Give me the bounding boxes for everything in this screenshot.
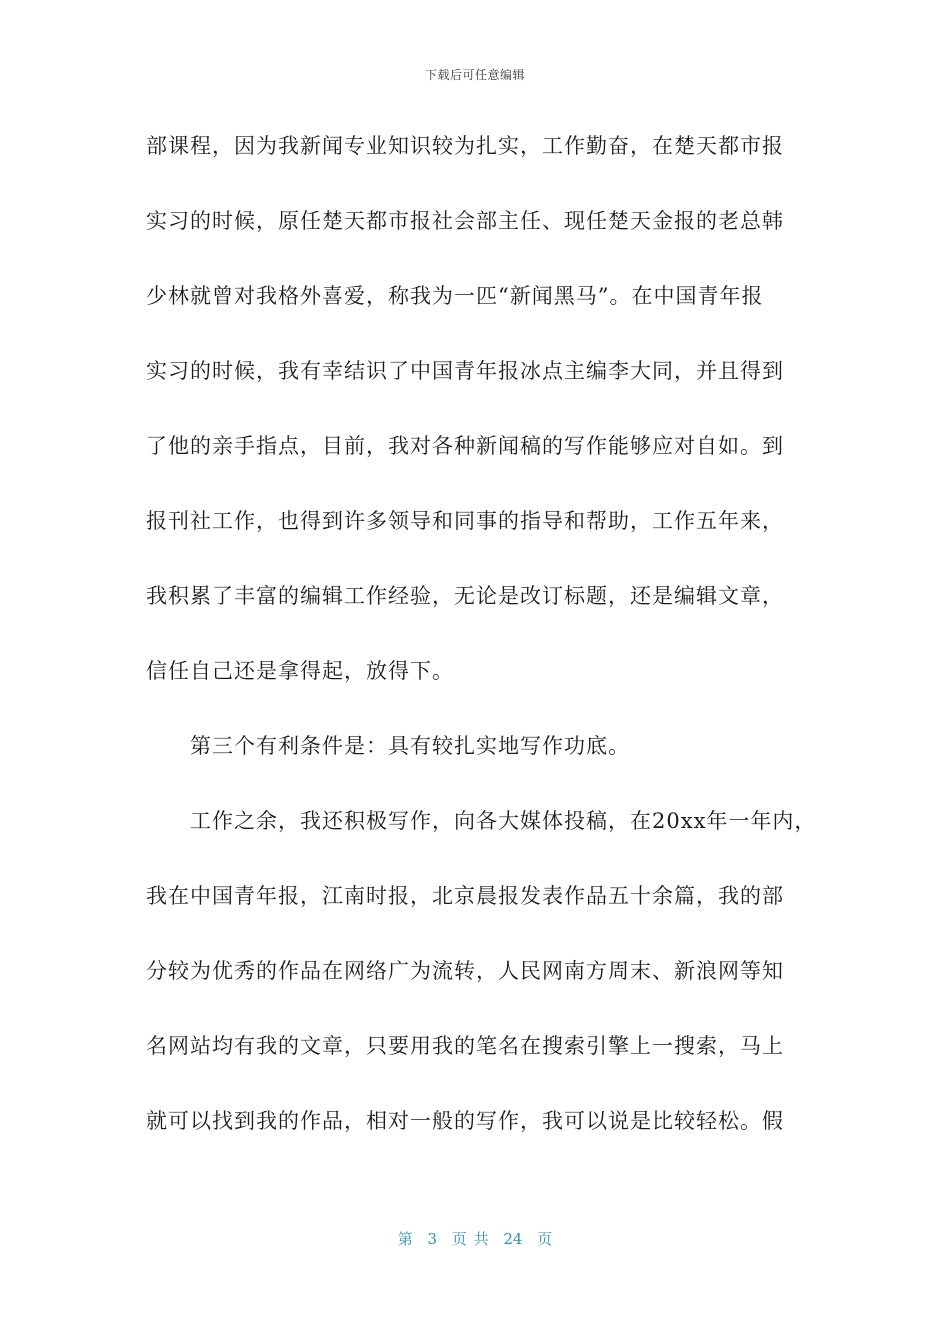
text-line: 部课程，因为我新闻专业知识较为扎实，工作勤奋，在楚天都市报 bbox=[146, 134, 784, 158]
text-line-indented: 第三个有利条件是：具有较扎实地写作功底。 bbox=[190, 734, 630, 758]
footer-page-number: 3 bbox=[427, 1230, 438, 1248]
text-line: 报刊社工作，也得到许多领导和同事的指导和帮助，工作五年来， bbox=[146, 509, 784, 533]
page-footer bbox=[0, 1228, 950, 1249]
footer-middle: 页 共 bbox=[451, 1230, 489, 1248]
text-line: 信任自己还是拿得起，放得下。 bbox=[146, 659, 454, 683]
footer-prefix: 第 bbox=[397, 1230, 413, 1248]
page-header: 下载后可任意编辑 bbox=[424, 68, 525, 82]
text-line: 实习的时候，我有幸结识了中国青年报冰点主编李大同，并且得到 bbox=[146, 359, 784, 383]
text-line: 我在中国青年报，江南时报，北京晨报发表作品五十余篇，我的部 bbox=[146, 884, 784, 908]
text-line: 少林就曾对我格外喜爱，称我为一匹“新闻黑马”。在中国青年报 bbox=[146, 284, 764, 308]
text-line: 了他的亲手指点，目前，我对各种新闻稿的写作能够应对自如。到 bbox=[146, 434, 784, 458]
text-line-indented: 工作之余，我还积极写作，向各大媒体投稿，在20xx年一年内， bbox=[190, 809, 817, 833]
text-line: 实习的时候，原任楚天都市报社会部主任、现任楚天金报的老总韩 bbox=[146, 209, 784, 233]
footer-total-pages: 24 bbox=[503, 1230, 523, 1248]
text-line: 就可以找到我的作品，相对一般的写作，我可以说是比较轻松。假 bbox=[146, 1109, 784, 1133]
text-line: 分较为优秀的作品在网络广为流转，人民网南方周末、新浪网等知 bbox=[146, 959, 784, 983]
footer-suffix: 页 bbox=[537, 1230, 553, 1248]
document-body bbox=[146, 130, 826, 1180]
text-line: 我积累了丰富的编辑工作经验，无论是改订标题，还是编辑文章， bbox=[146, 584, 784, 608]
text-line: 名网站均有我的文章，只要用我的笔名在搜索引擎上一搜索，马上 bbox=[146, 1034, 784, 1058]
